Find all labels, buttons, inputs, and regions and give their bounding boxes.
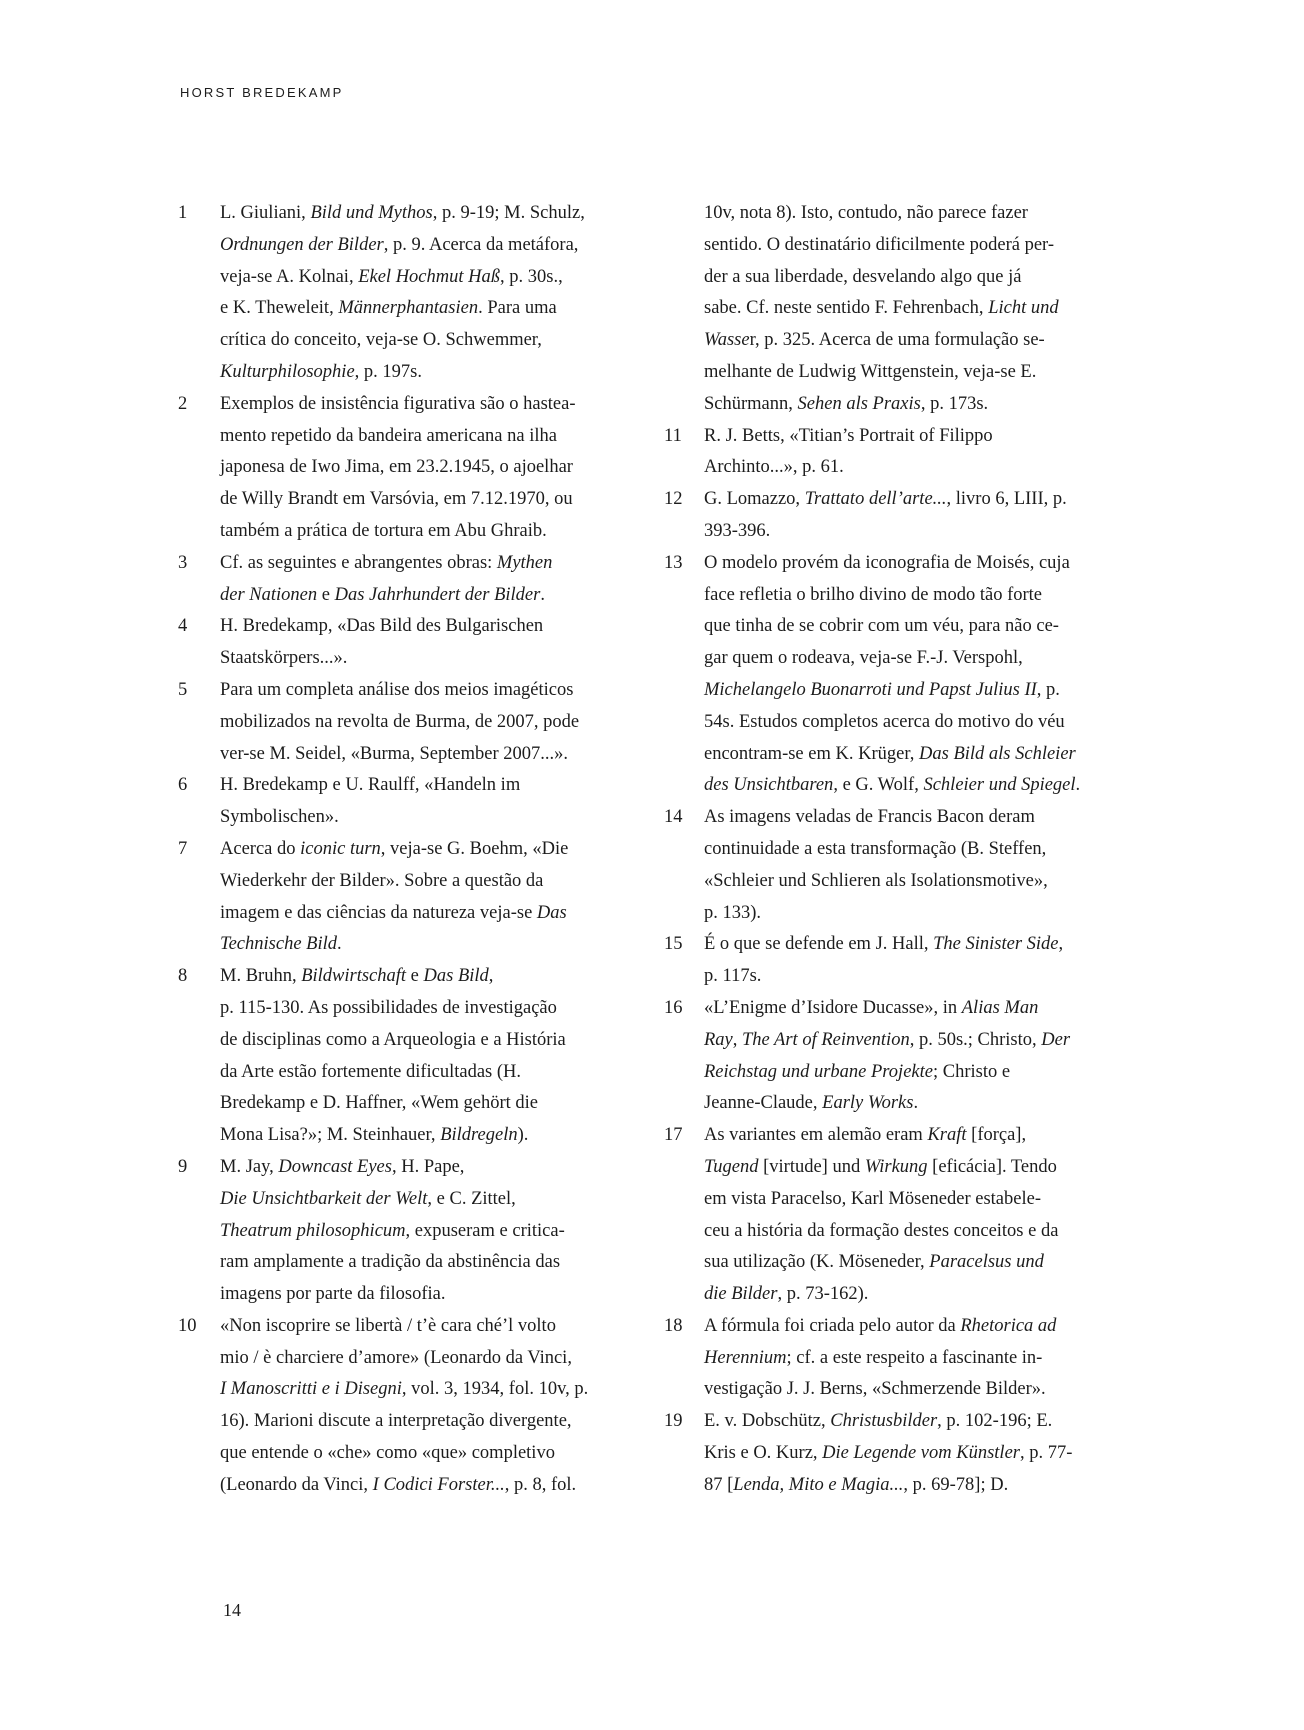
footnote-line [704,929,1084,961]
italic-title: Downcast Eyes [278,1156,392,1177]
text-run: , p. [1036,679,1060,700]
footnote-7 [178,834,598,961]
footnote-continuation [664,198,1084,421]
footnote-text [704,802,1084,929]
text-run: Cf. as seguintes e abrangentes obras: [220,552,497,573]
text-run: , p. 197s. [354,361,422,382]
text-run: Archinto...», p. 61. [704,457,844,478]
footnote-line [220,325,598,357]
footnote-number: 7 [178,838,188,859]
footnote-19 [664,1406,1084,1501]
text-run: L. Giuliani, [220,203,311,223]
footnote-line [220,293,598,325]
footnote-line [704,421,1084,453]
footnote-text [220,1152,598,1311]
text-run: R. J. Betts, «Titian’s Portrait of Filippo [704,425,993,446]
text-run: também a prática de tortura em Abu Ghraib. [220,520,547,541]
italic-title: Das Jahrhundert der Bilder [334,584,541,605]
footnote-text [220,961,598,1152]
page-number: 14 [223,1600,241,1620]
text-run: gar quem o rodeava, veja-se F.-J. Verspohl, [704,648,1023,669]
text-run: ). [517,1125,529,1146]
footnote-5 [178,675,598,770]
footnote-line [704,1057,1084,1089]
text-run: p. 133). [704,902,762,923]
footnote-line [704,866,1084,898]
italic-title: des Unsichtbaren [704,775,834,796]
footnote-line [220,1152,598,1184]
footnote-line [704,1120,1084,1152]
text-run: Mona Lisa?»; M. Steinhauer, [220,1125,441,1146]
text-run: em vista Paracelso, Karl Möseneder estabele- [704,1188,1041,1209]
text-run: G. Lomazzo, [704,489,805,510]
footnote-16 [664,993,1084,1120]
italic-title: Ray [704,1029,733,1050]
italic-title: Rhetorica ad [960,1315,1057,1336]
footnote-17 [664,1120,1084,1311]
text-run: , [732,1029,743,1050]
text-run: , vol. 3, 1934, fol. 10v, p. [401,1379,589,1400]
italic-title: Schleier und Spiegel [923,775,1076,796]
italic-title: Kulturphilosophie [220,361,355,382]
footnote-number: 17 [664,1125,683,1146]
text-run: , p. 102-196; E. [937,1411,1053,1432]
text-run: [força], [966,1125,1027,1146]
text-run: Para um completa análise dos meios imagéticos [220,679,574,700]
footnote-line [704,262,1084,294]
footnote-line [704,834,1084,866]
text-run: , p. 173s. [920,393,989,414]
footnote-line [704,198,1084,230]
footnote-3 [178,548,598,612]
footnote-line [220,1279,598,1311]
italic-title: The Sinister Side [933,934,1059,955]
footnote-line [704,1025,1084,1057]
footnote-line [220,357,598,389]
footnote-number: 11 [664,425,682,446]
italic-title: Technische Bild [220,934,337,955]
text-run: É o que se defende em J. Hall, [704,934,934,955]
footnote-line [704,611,1084,643]
footnote-line [220,993,598,1025]
text-run: , e C. Zittel, [427,1188,516,1209]
footnote-number: 10 [178,1315,197,1336]
text-run: , [488,966,494,987]
text-run: face refletia o brilho divino de modo tão forte [704,584,1043,605]
text-run: , p. 50s.; Christo, [909,1029,1042,1050]
footnote-number: 6 [178,775,188,796]
footnote-line [704,325,1084,357]
italic-title: Mythen [496,552,553,573]
footnote-line [220,198,598,230]
footnote-line [220,580,598,612]
text-run: Kris e O. Kurz, [704,1443,823,1464]
footnote-number: 8 [178,966,188,987]
footnote-1 [178,198,598,389]
text-run: Acerca do [220,838,301,859]
text-run: e [317,584,335,605]
text-run: , p. 30s., [500,266,563,287]
italic-title: Der [1041,1029,1071,1050]
footnote-line [704,1184,1084,1216]
italic-title: Michelangelo Buonarroti und Papst Julius II [704,679,1037,700]
italic-title: Early Works [822,1093,914,1114]
footnote-line [220,961,598,993]
footnote-line [220,1025,598,1057]
text-run: E. v. Dobschütz, [704,1411,831,1432]
footnote-6 [178,770,598,834]
footnote-line [220,611,598,643]
text-run: continuidade a esta transformação (B. Steffen, [704,838,1047,859]
text-run: que tinha de se cobrir com um véu, para não ce- [704,616,1059,637]
footnote-line [220,898,598,930]
footnote-text [220,1311,598,1502]
italic-title: Bildregeln [440,1125,518,1146]
text-run: ver-se M. Seidel, «Burma, September 2007...». [220,743,568,764]
footnote-line [704,643,1084,675]
text-run: sabe. Cf. neste sentido F. Fehrenbach, [704,298,989,319]
footnote-line [704,1343,1084,1375]
footnote-line [704,1216,1084,1248]
footnote-line [220,421,598,453]
text-run: , p. 9. Acerca da metáfora, [383,234,579,255]
footnote-text [704,1311,1084,1406]
footnote-line [704,580,1084,612]
footnote-line [220,516,598,548]
footnote-line [220,929,598,961]
footnote-line [220,739,598,771]
footnote-line [220,802,598,834]
italic-title: The Art of Reinvention [742,1029,910,1050]
text-run: ; cf. a este respeito a fascinante in- [786,1347,1043,1368]
footnote-line [704,357,1084,389]
footnote-line [704,230,1084,262]
text-run: , p. 8, fol. [504,1474,577,1495]
text-run: 16). Marioni discute a interpretação divergente, [220,1411,572,1432]
italic-title: Ordnungen der Bilder [220,234,384,255]
footnote-line [220,452,598,484]
footnote-line [220,1057,598,1089]
text-run: . [913,1093,919,1114]
text-run: encontram-se em K. Krüger, [704,743,920,764]
text-run: Symbolischen». [220,807,339,828]
text-run: H. Bredekamp e U. Raulff, «Handeln im [220,775,521,796]
text-run: , e G. Wolf, [833,775,924,796]
footnote-line [704,961,1084,993]
text-run: que entende o «che» como «que» completivo [220,1443,555,1464]
footnote-number: 13 [664,552,683,573]
footnote-line [220,1184,598,1216]
footnote-line [704,1438,1084,1470]
footnote-number: 14 [664,807,683,828]
footnote-number: 5 [178,679,188,700]
footnote-number: 16 [664,997,683,1018]
footnote-number: 15 [664,934,683,955]
italic-title: Das Bild als Schleier [919,743,1076,764]
footnote-text [704,421,1084,485]
footnote-line [220,707,598,739]
text-run: (Leonardo da Vinci, [220,1474,373,1495]
footnote-line [704,1088,1084,1120]
footnote-line [704,993,1084,1025]
text-run: e K. Theweleit, [220,298,339,319]
text-run: 87 [ [704,1474,734,1495]
footnote-line [704,293,1084,325]
italic-title: Wirkung [864,1156,928,1177]
text-run: Bredekamp e D. Haffner, «Wem gehört die [220,1093,538,1114]
text-run: , H. Pape, [391,1156,465,1177]
text-run: 10v, nota 8). Isto, contudo, não parece fazer [704,203,1028,223]
footnote-line [704,484,1084,516]
text-run: sentido. O destinatário dificilmente poderá per- [704,234,1054,255]
text-run: Schürmann, [704,393,798,414]
text-run: , livro 6, LIII, p. [946,489,1067,510]
italic-title: iconic turn [300,838,381,859]
footnote-line [220,643,598,675]
footnote-text [220,198,598,389]
footnote-line [704,898,1084,930]
text-run: . [336,934,342,955]
footnote-line [220,262,598,294]
text-run: p. 115-130. As possibilidades de investigação [220,997,557,1018]
italic-title: Reichstag und urbane Projekte [704,1061,933,1082]
italic-title: Paracelsus und [929,1252,1044,1273]
footnote-text [220,389,598,548]
footnote-15 [664,929,1084,993]
footnote-text [704,1120,1084,1311]
footnote-text [220,834,598,961]
footnote-line [220,675,598,707]
text-run: [virtude] und [758,1156,865,1177]
footnote-line [220,1438,598,1470]
footnote-line [704,675,1084,707]
footnote-text [704,929,1084,993]
footnote-line [704,739,1084,771]
text-run: 54s. Estudos completos acerca do motivo do véu [704,711,1065,732]
text-run: O modelo provém da iconografia de Moisés, cuja [704,552,1070,573]
text-run: Jeanne-Claude, [704,1093,823,1114]
text-run: da Arte estão fortemente dificultadas (H. [220,1061,522,1082]
italic-title: I Manoscritti e i Disegni [220,1379,402,1400]
text-run: , [1058,934,1064,955]
footnote-number: 4 [178,616,188,637]
footnote-text [704,548,1084,802]
italic-title: Die Unsichtbarkeit der Welt [220,1188,428,1209]
footnote-line [704,1406,1084,1438]
italic-title: Bild und Mythos [310,203,433,223]
italic-title: Theatrum philosophicum [220,1220,406,1241]
footnote-12 [664,484,1084,548]
footnote-line [704,1152,1084,1184]
text-run: veja-se A. Kolnai, [220,266,359,287]
text-run: crítica do conceito, veja-se O. Schwemmer, [220,330,542,351]
text-run: ram amplamente a tradição da abstinência das [220,1252,561,1273]
italic-title: Alias Man [961,997,1039,1018]
footnote-number: 1 [178,203,188,223]
footnote-line [220,230,598,262]
footnote-text [704,198,1084,421]
text-run: ; Christo e [932,1061,1011,1082]
text-run: As imagens veladas de Francis Bacon deram [704,807,1035,828]
text-run: Wiederkehr der Bilder». Sobre a questão da [220,870,544,891]
italic-title: der Nationen [220,584,318,605]
footnote-text [704,1406,1084,1501]
italic-title: Bildwirtschaft [301,966,407,987]
footnote-line [704,1247,1084,1279]
footnote-text [704,993,1084,1120]
text-run: mento repetido da bandeira americana na ilha [220,425,557,446]
footnote-line [220,1120,598,1152]
italic-title: die Bilder [704,1284,778,1305]
text-run: , veja-se G. Boehm, «Die [380,838,569,859]
footnote-line [220,1374,598,1406]
footnote-10 [178,1311,598,1502]
text-run: japonesa de Iwo Jima, em 23.2.1945, o ajoelhar [220,457,573,478]
footnote-line [220,1247,598,1279]
text-run: «Schleier und Schlieren als Isolationsmotive», [704,870,1048,891]
text-run: . [1075,775,1081,796]
italic-title: Christusbilder [830,1411,938,1432]
text-run: melhante de Ludwig Wittgenstein, veja-se E. [704,361,1037,382]
text-run: M. Bruhn, [220,966,302,987]
text-run: , p. 77- [1019,1443,1073,1464]
text-run: M. Jay, [220,1156,279,1177]
footnote-line [704,707,1084,739]
italic-title: Das [536,902,567,923]
text-run: vestigação J. J. Berns, «Schmerzende Bilder». [704,1379,1046,1400]
text-run: «Non iscoprire se libertà / t’è cara ché’l volto [220,1315,556,1336]
italic-title: Ekel Hochmut Haß [358,266,500,287]
footnote-number: 3 [178,552,188,573]
footnote-number: 12 [664,489,683,510]
text-run: H. Bredekamp, «Das Bild des Bulgarischen [220,616,544,637]
footnote-line [220,484,598,516]
footnote-4 [178,611,598,675]
footnote-number: 18 [664,1315,683,1336]
text-run: imagem e das ciências da natureza veja-se [220,902,537,923]
footnote-2 [178,389,598,548]
text-run: «L’Enigme d’Isidore Ducasse», in [704,997,962,1018]
running-head: HORST BREDEKAMP [180,85,344,100]
footnote-18 [664,1311,1084,1406]
footnote-line [220,548,598,580]
footnote-text [220,548,598,612]
footnote-line [704,802,1084,834]
text-run: ceu a história da formação destes conceitos e da [704,1220,1059,1241]
footnote-line [704,1279,1084,1311]
footnote-14 [664,802,1084,929]
footnote-line [220,866,598,898]
text-run: As variantes em alemão eram [704,1125,928,1146]
text-run: der a sua liberdade, desvelando algo que já [704,266,1022,287]
italic-title: Männerphantasien [338,298,479,319]
text-run: . Para uma [478,298,557,319]
italic-title: Herennium [704,1347,787,1368]
footnote-text [220,675,598,770]
footnote-line [704,452,1084,484]
footnote-11 [664,421,1084,485]
footnotes-left-column [178,198,598,1502]
footnote-line [220,834,598,866]
italic-title: Das Bild [423,966,489,987]
footnote-line [704,516,1084,548]
text-run: Exemplos de insistência figurativa são o hastea- [220,393,576,414]
text-run: , p. 9-19; M. Schulz, [432,203,585,223]
text-run: Staatskörpers...». [220,648,348,669]
text-run: , p. 73-162). [777,1284,869,1305]
footnote-line [704,548,1084,580]
footnote-text [220,770,598,834]
footnote-line [704,770,1084,802]
footnote-text [220,611,598,675]
footnote-line [704,1374,1084,1406]
footnote-line [220,770,598,802]
text-run: mobilizados na revolta de Burma, de 2007, pode [220,711,580,732]
text-run: , p. 69-78]; D. [903,1474,1009,1495]
footnote-number: 9 [178,1156,188,1177]
italic-title: I Codici Forster... [372,1474,505,1495]
footnotes-right-column [664,198,1084,1502]
footnote-line [220,1406,598,1438]
footnote-line [220,1088,598,1120]
footnote-line [220,1470,598,1502]
text-run: de Willy Brandt em Varsóvia, em 7.12.1970, ou [220,489,573,510]
footnote-13 [664,548,1084,802]
text-run: r, p. 325. Acerca de uma formulação se- [749,330,1045,351]
footnote-line [704,1470,1084,1502]
text-run: 393-396. [704,520,771,541]
text-run: e [406,966,424,987]
footnote-9 [178,1152,598,1311]
italic-title: Die Legende vom Künstler [822,1443,1020,1464]
footnote-number: 2 [178,393,188,414]
italic-title: Lenda, Mito e Magia... [733,1474,904,1495]
footnote-line [220,1311,598,1343]
footnote-line [220,1216,598,1248]
text-run: sua utilização (K. Möseneder, [704,1252,930,1273]
italic-title: Trattato dell’arte... [804,489,947,510]
italic-title: Kraft [927,1125,967,1146]
text-run: , expuseram e critica- [405,1220,565,1241]
text-run: mio / è charciere d’amore» (Leonardo da Vinci, [220,1347,572,1368]
footnote-8 [178,961,598,1152]
text-run: A fórmula foi criada pelo autor da [704,1315,961,1336]
footnote-line [220,1343,598,1375]
italic-title: Wasse [704,330,750,351]
footnote-line [704,1311,1084,1343]
text-run: [eficácia]. Tendo [927,1156,1057,1177]
italic-title: Tugend [704,1156,759,1177]
footnote-line [704,389,1084,421]
italic-title: Sehen als Praxis [797,393,921,414]
text-run: . [540,584,545,605]
text-run: p. 117s. [704,966,762,987]
text-run: imagens por parte da filosofia. [220,1284,446,1305]
footnote-number: 19 [664,1411,683,1432]
footnote-line [220,389,598,421]
text-run: de disciplinas como a Arqueologia e a História [220,1029,566,1050]
italic-title: Licht und [988,298,1059,319]
footnote-text [704,484,1084,548]
